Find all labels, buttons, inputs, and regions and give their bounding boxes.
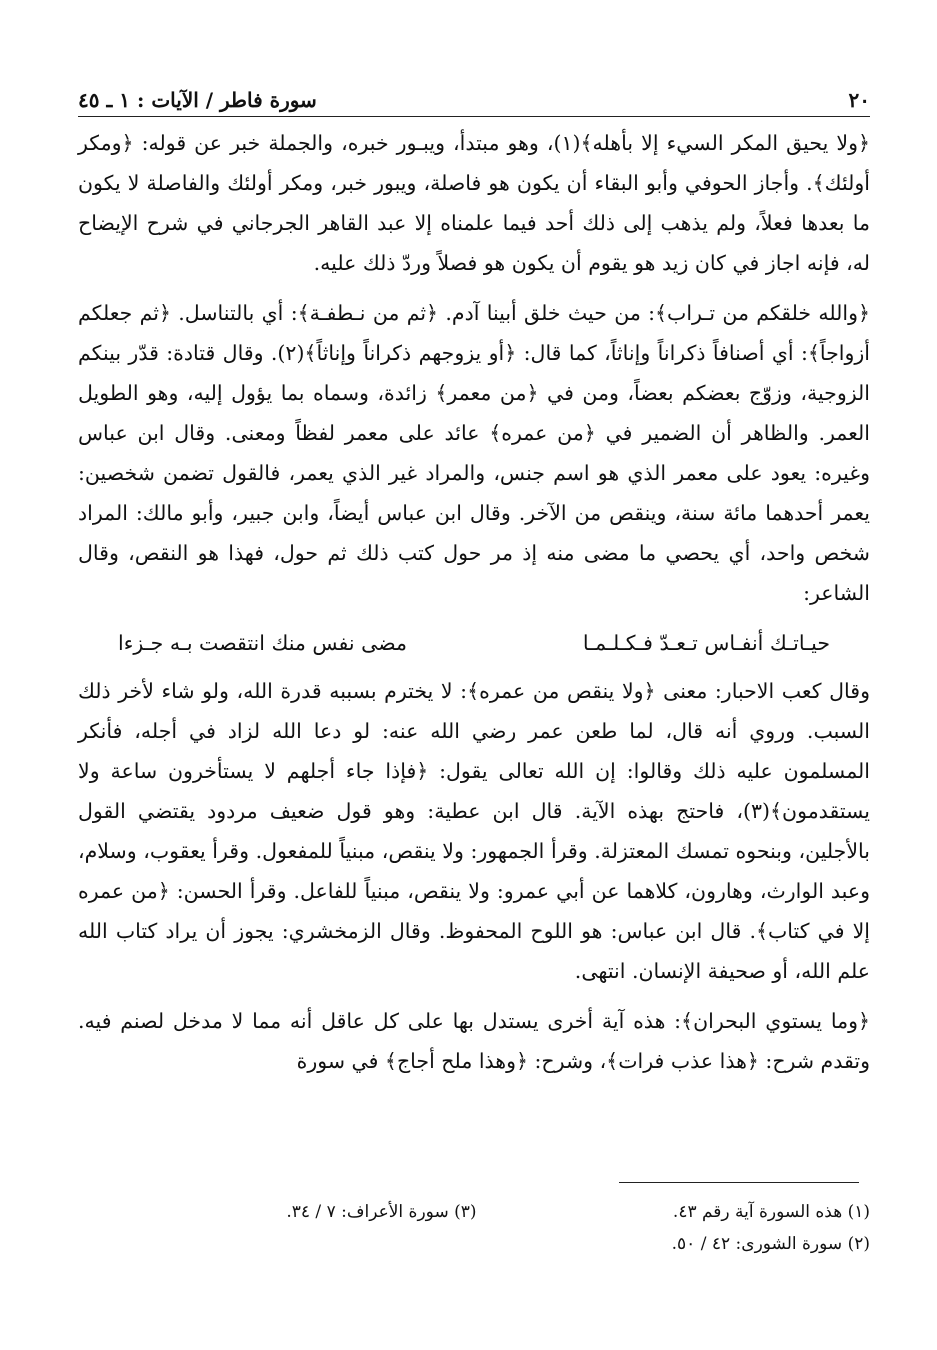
main-text (78, 123, 870, 1081)
footnotes-left-column (88, 1196, 476, 1228)
footnote-3: (٣) سورة الأعراف: ٧ / ٣٤. (286, 1202, 477, 1222)
footnotes (78, 1196, 870, 1260)
footnote-separator (619, 1182, 859, 1183)
footnote-2: (٢) سورة الشورى: ٤٢ / ٥٠. (671, 1234, 870, 1254)
footnote-1: (١) هذه السورة آية رقم ٤٣. (672, 1202, 870, 1222)
verse-first-hemistich: حيـاتـك أنفـاس تـعـدّ فـكـلـمـا (582, 631, 830, 655)
paragraph-3: وقال كعب الاحبار: معنى ﴿ولا ينقص من عمره﴾: لا يخترم بسببه قدرة الله، ولو شاء لأخر ذلك السبب. وروي أنه قال، لما طعن عمر رضي الله عنه: لو دعا الله لزاد في أجله، فأنكر المسلمون عليه ذلك وقالوا: إن الله تعالى يقول: ﴿فإذا جاء أجلهم لا يستأخرون ساعة ولا يستقدمون﴾(٣)، فاحتج بهذه الآية. قال ابن عطية: وهو قول ضعيف مردود يقتضي القول بالأجلين، وبنحوه تمسك المعتزلة. وقرأ الجمهور: ولا ينقص، مبنياً للمفعول. وقرأ يعقوب، وسلام، وعبد الوارث، وهارون، كلاهما عن أبي عمرو: ولا ينقص، مبنياً للفاعل. وقرأ الحسن: ﴿من عمره إلا في كتاب﴾. قال ابن عباس: هو اللوح المحفوظ. وقال الزمخشري: يجوز أن يراد كتاب الله علم الله، أو صحيفة الإنسان. انتهى. (78, 679, 870, 983)
paragraph-2: ﴿والله خلقكم من تـراب﴾: من حيث خلق أبينا آدم. ﴿ثم من نـطفـة﴾: أي بالتناسل. ﴿ثم جعلكم أزواجاً﴾: أي أصنافاً ذكراناً وإناثاً، كما قال: ﴿أو يزوجهم ذكراناً وإناثاً﴾(٢). وقال قتادة: قدّر بينكم الزوجية، وزوّج بعضكم بعضاً، ومن في ﴿من معمر﴾ زائدة، وسماه بما يؤول إليه، وهو الطويل العمر. والظاهر أن الضمير في ﴿من عمره﴾ عائد على معمر لفظاً ومعنى. وقال ابن عباس وغيره: يعود على معمر الذي هو اسم جنس، والمراد غير الذي يعمر، فالقول تضمن شخصين: يعمر أحدهما مائة سنة، وينقص من الآخر. وقال ابن عباس أيضاً، وابن جبير، وأبو مالك: المراد شخص واحد، أي يحصي ما مضى منه إذ مر حول كتب ذلك ثم حول، فهذا هو النقص، وقال الشاعر: (78, 301, 870, 605)
page-number: ٢٠ (848, 88, 870, 112)
paragraph-1: ﴿ولا يحيق المكر السيء إلا بأهله﴾(١)، وهو مبتدأ، ويبـور خبره، والجملة خبر عن قوله: ﴿ومكر أولئك﴾. وأجاز الحوفي وأبو البقاء أن يكون هو فاصلة، ويبور خبر، ومكر أولئك والفاصلة لا يكون ما بعدها فعلاً، ولم يذهب إلى ذلك أحد فيما علمناه إلا عبد القاهر الجرجاني في شرح الإيضاح له، فإنه اجاز في كان زيد هو يقوم أن يكون هو فصلاً وردّ ذلك عليه. (78, 131, 870, 275)
running-header (78, 88, 870, 117)
running-title: سورة فاطر / الآيات : ١ ـ ٤٥ (78, 88, 317, 112)
poetry-verse (78, 623, 870, 663)
page (78, 88, 870, 1091)
footnotes-right-column (482, 1196, 870, 1260)
paragraph-4: ﴿وما يستوي البحران﴾: هذه آية أخرى يستدل بها على كل عاقل أنه مما لا مدخل لصنم فيه. وتقدم شرح: ﴿هذا عذب فرات﴾، وشرح: ﴿وهذا ملح أجاج﴾ في سورة (78, 1009, 870, 1073)
verse-second-hemistich: مضى نفس منك انتقصت بـه جـزءا (118, 631, 407, 655)
